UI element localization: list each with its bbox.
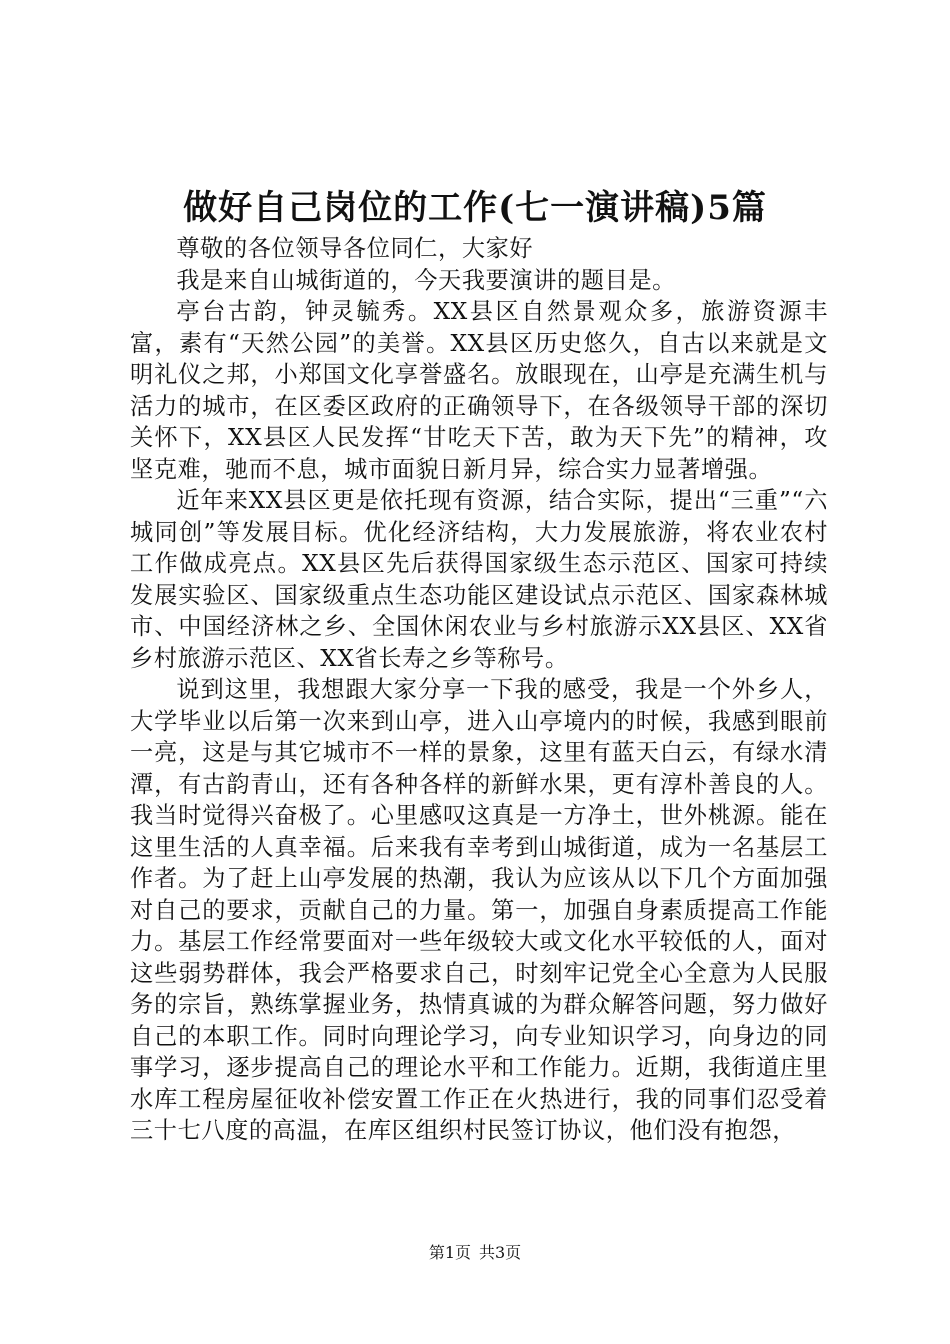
paragraph-scenery: 亭台古韵，钟灵毓秀。XX县区自然景观众多，旅游资源丰富，素有“天然公园”的美誉。XX县区历史悠久，自古以来就是文明礼仪之邦，小郑国文化享誉盛名。放眼现在，山亭是充满生机与活力的城市，在区委区政府的正确领导下，在各级领导干部的深切关怀下，XX县区人民发挥“甘吃天下苦，敢为天下先”的精神，攻坚克难，驰而不息，城市面貌日新月异，综合实力显著增强。 [130,298,828,483]
paragraph-intro: 我是来自山城街道的，今天我要演讲的题目是。 [176,266,676,294]
paragraph-greeting: 尊敬的各位领导各位同仁，大家好 [176,235,534,262]
paragraph-development: 近年来XX县区更是依托现有资源，结合实际，提出“三重”“六城同创”等发展目标。优化经济结构，大力发展旅游，将农业农村工作做成亮点。XX县区先后获得国家级生态示范区、国家可持续发展实验区、国家级重点生态功能区建设试点示范区、国家森林城市、中国经济林之乡、全国休闲农业与乡村旅游示XX县区、XX省乡村旅游示范区、XX省长寿之乡等称号。 [130,487,828,672]
page-total: 共3页 [479,1243,522,1262]
paragraph-experience: 说到这里，我想跟大家分享一下我的感受，我是一个外乡人，大学毕业以后第一次来到山亭，进入山亭境内的时候，我感到眼前一亮，这是与其它城市不一样的景象，这里有蓝天白云，有绿水清潭，有古韵青山，还有各种各样的新鲜水果，更有淳朴善良的人。我当时觉得兴奋极了。心里感叹这真是一方净土，世外桃源。能在这里生活的人真幸福。后来我有幸考到山城街道，成为一名基层工作者。为了赶上山亭发展的热潮，我认为应该从以下几个方面加强对自己的要求，贡献自己的力量。第一，加强自身素质提高工作能力。基层工作经常要面对一些年级较大或文化水平较低的人，面对这些弱势群体，我会严格要求自己，时刻牢记党全心全意为人民服务的宗旨，熟练掌握业务，热情真诚的为群众解答问题，努力做好自己的本职工作。同时向理论学习，向专业知识学习，向身边的同事学习，逐步提高自己的理论水平和工作能力。近期，我街道庄里水库工程房屋征收补偿安置工作正在火热进行，我的同事们忍受着三十七八度的高温，在库区组织村民签订协议，他们没有抱怨， [130,676,828,1144]
document-body [130,233,828,1147]
page-footer [0,1242,950,1264]
document-title: 做好自己岗位的工作(七一演讲稿)5篇 [183,188,767,228]
page-number: 第1页 [428,1243,471,1262]
